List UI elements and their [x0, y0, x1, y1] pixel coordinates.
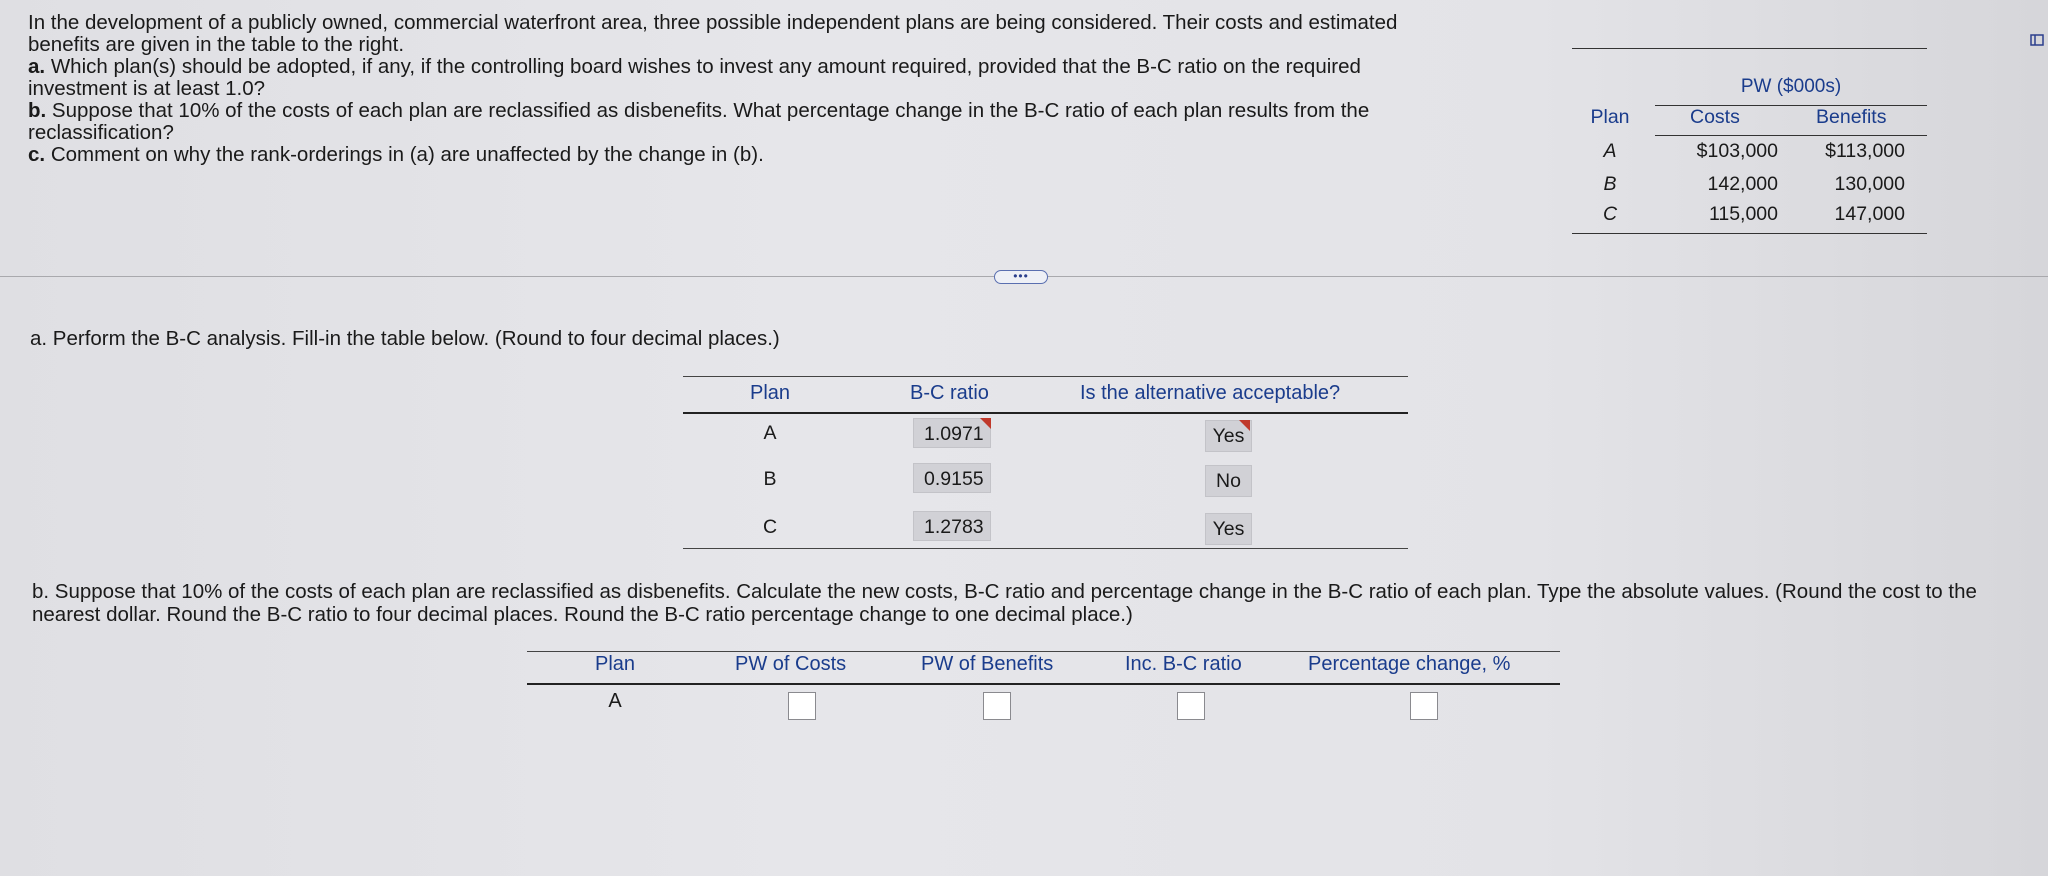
part-a-instruction: a. Perform the B-C analysis. Fill-in the table below. (Round to four decimal places.)	[30, 327, 780, 350]
part-b-question: Suppose that 10% of the costs of each plan are reclassified as disbenefits. What percentage change in the B-C ratio of each plan results from the reclassification?	[28, 99, 1370, 144]
problem-part-c	[28, 144, 1448, 166]
given-table-header-rule	[1655, 135, 1927, 136]
inc-bc-ratio-input[interactable]	[1177, 692, 1205, 720]
given-table-bottom-rule	[1572, 233, 1927, 234]
part-b-marker: b.	[28, 99, 47, 122]
part-b-instruction: b. Suppose that 10% of the costs of each plan are reclassified as disbenefits. Calculate the new costs, B-C ratio and percentage change in the B-C ratio of each plan. Type the absolute values. (Round the cost to the nearest dollar. Round the B-C ratio to four decimal places. Round the B-C ratio percentage change to one decimal place.)	[32, 580, 1977, 626]
acceptable-answer-field[interactable]: Yes	[1205, 420, 1252, 452]
given-row-benefits: 130,000	[1834, 173, 1905, 195]
part-c-question: Comment on why the rank-orderings in (a) are unaffected by the change in (b).	[50, 143, 764, 166]
table-a-acceptable-header: Is the alternative acceptable?	[1080, 382, 1341, 404]
given-row-costs: $103,000	[1696, 140, 1778, 162]
table-a-row-plan: A	[763, 422, 777, 444]
table-b-row-plan: A	[608, 690, 622, 712]
table-b-plan-header: Plan	[594, 653, 636, 675]
answer-flag-icon	[1239, 420, 1250, 431]
table-b-pw-benefits-header: PW of Benefits	[921, 653, 1054, 675]
bc-ratio-answer-field[interactable]: 1.0971	[913, 418, 991, 448]
table-a-ratio-header: B-C ratio	[910, 382, 989, 404]
table-b-inc-bc-header: Inc. B-C ratio	[1125, 653, 1242, 675]
bc-ratio-answer-field[interactable]: 0.9155	[913, 463, 991, 493]
given-table-plan-header: Plan	[1590, 106, 1630, 128]
pw-benefits-input[interactable]	[983, 692, 1011, 720]
table-a-plan-header: Plan	[749, 382, 791, 404]
acceptable-answer-field[interactable]: Yes	[1205, 513, 1252, 545]
table-a-top-rule	[683, 376, 1408, 377]
acceptable-answer-field[interactable]: No	[1205, 465, 1252, 497]
table-a-row-plan: B	[763, 468, 777, 490]
problem-statement	[28, 12, 1448, 166]
table-a-row-plan: C	[762, 516, 778, 538]
given-row-benefits: 147,000	[1834, 203, 1905, 225]
part-c-marker: c.	[28, 143, 46, 166]
given-row-costs: 115,000	[1708, 203, 1778, 225]
percentage-change-input[interactable]	[1410, 692, 1438, 720]
answer-flag-icon	[980, 418, 991, 429]
pw-costs-input[interactable]	[788, 692, 816, 720]
given-row-plan: B	[1603, 173, 1617, 195]
expand-more-button[interactable]: •••	[994, 270, 1048, 284]
table-b-pw-costs-header: PW of Costs	[735, 653, 847, 675]
part-a-question: Which plan(s) should be adopted, if any, if the controlling board wishes to invest any amount required, provided that the B-C ratio on the required investment is at least 1.0?	[28, 55, 1361, 100]
table-a-bottom-rule	[683, 548, 1408, 549]
given-row-plan: A	[1603, 140, 1617, 162]
part-a-marker: a.	[28, 55, 46, 78]
problem-part-b	[28, 100, 1438, 144]
problem-intro: In the development of a publicly owned, commercial waterfront area, three possible independent plans are being considered. Their costs and estimated benefits are given in the table to the right.	[28, 11, 1398, 56]
table-b-pct-change-header: Percentage change, %	[1308, 653, 1511, 675]
given-table-top-rule	[1572, 48, 1927, 49]
problem-part-a	[28, 56, 1448, 100]
given-table-costs-header: Costs	[1690, 106, 1740, 128]
given-row-costs: 142,000	[1707, 173, 1778, 195]
table-b-top-rule	[527, 651, 1560, 652]
bc-ratio-answer-field[interactable]: 1.2783	[913, 511, 991, 541]
given-table-group-header: PW ($000s)	[1740, 76, 1842, 97]
given-row-benefits: $113,000	[1825, 140, 1905, 162]
table-b-header-rule	[527, 683, 1560, 685]
panel-toggle-icon[interactable]	[2030, 34, 2044, 46]
given-table-benefits-header: Benefits	[1816, 106, 1887, 128]
given-row-plan: C	[1602, 203, 1618, 225]
table-a-header-rule	[683, 412, 1408, 414]
